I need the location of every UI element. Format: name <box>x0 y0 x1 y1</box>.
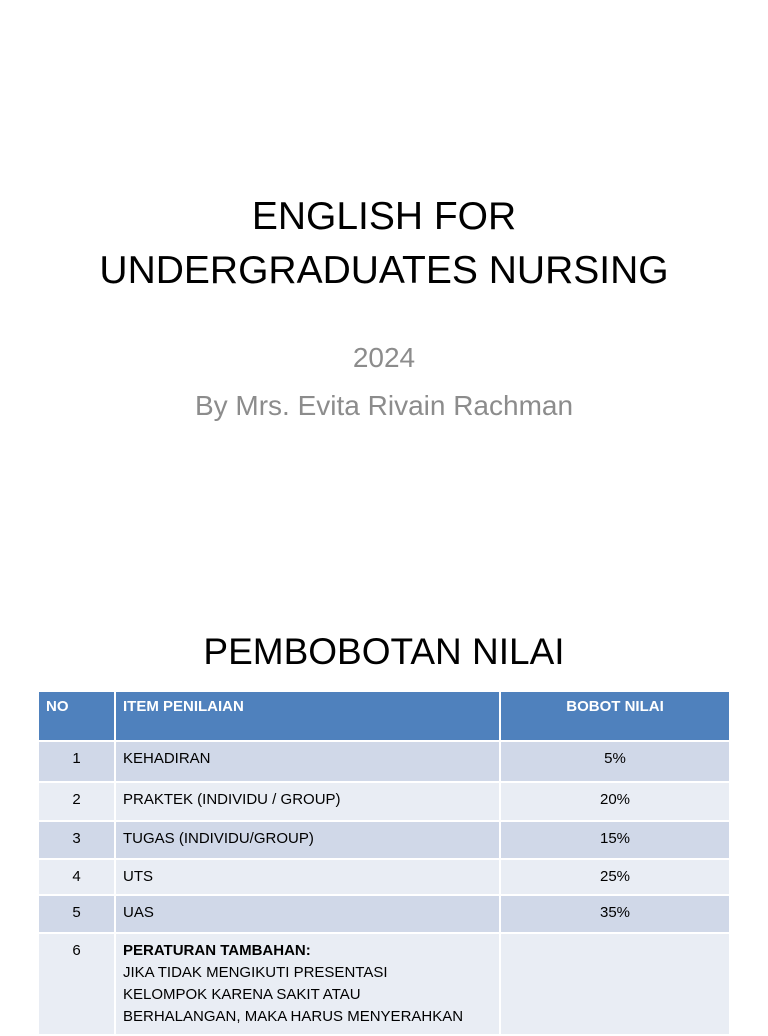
note-line: BERHALANGAN, MAKA HARUS MENYERAHKAN <box>123 1008 464 1025</box>
header-item: ITEM PENILAIAN <box>115 692 500 741</box>
cell-item: KEHADIRAN <box>115 741 500 782</box>
table-row <box>39 895 730 933</box>
slide-subtitle <box>0 334 768 430</box>
header-bobot: BOBOT NILAI <box>500 692 730 741</box>
cell-item: UTS <box>115 859 500 895</box>
slide-title-line-2: UNDERGRADUATES NURSING <box>99 249 669 292</box>
cell-no: 4 <box>39 859 115 895</box>
cell-item: TUGAS (INDIVIDU/GROUP) <box>115 821 500 859</box>
year-text: 2024 <box>352 342 416 373</box>
cell-bobot: 35% <box>500 895 730 933</box>
cell-bobot: 15% <box>500 821 730 859</box>
cell-no: 1 <box>39 741 115 782</box>
table-row <box>39 821 730 859</box>
cell-item: PRAKTEK (INDIVIDU / GROUP) <box>115 782 500 821</box>
cell-bobot: 20% <box>500 782 730 821</box>
note-title: PERATURAN TAMBAHAN: <box>123 942 311 959</box>
note-line: JIKA TIDAK MENGIKUTI PRESENTASI <box>123 964 388 981</box>
grading-slide <box>0 576 768 1024</box>
author-text: By Mrs. Evita Rivain Rachman <box>194 390 574 421</box>
grading-table <box>39 692 731 1036</box>
table-header-row <box>39 692 730 741</box>
header-no: NO <box>39 692 115 741</box>
table-row <box>39 782 730 821</box>
table-row <box>39 933 730 1035</box>
slide-title-line-1: ENGLISH FOR <box>251 195 517 238</box>
cell-bobot: 25% <box>500 859 730 895</box>
table-row <box>39 859 730 895</box>
cell-no: 6 <box>39 933 115 1035</box>
table-row <box>39 741 730 782</box>
cell-no: 2 <box>39 782 115 821</box>
cell-item: UAS <box>115 895 500 933</box>
cell-bobot: 5% <box>500 741 730 782</box>
cell-no: 3 <box>39 821 115 859</box>
cell-item-note <box>115 933 500 1035</box>
cell-no: 5 <box>39 895 115 933</box>
cell-bobot <box>500 933 730 1035</box>
slide-title <box>0 190 768 298</box>
slide-heading: PEMBOBOTAN NILAI <box>203 631 565 672</box>
note-line: KELOMPOK KARENA SAKIT ATAU <box>123 986 361 1003</box>
